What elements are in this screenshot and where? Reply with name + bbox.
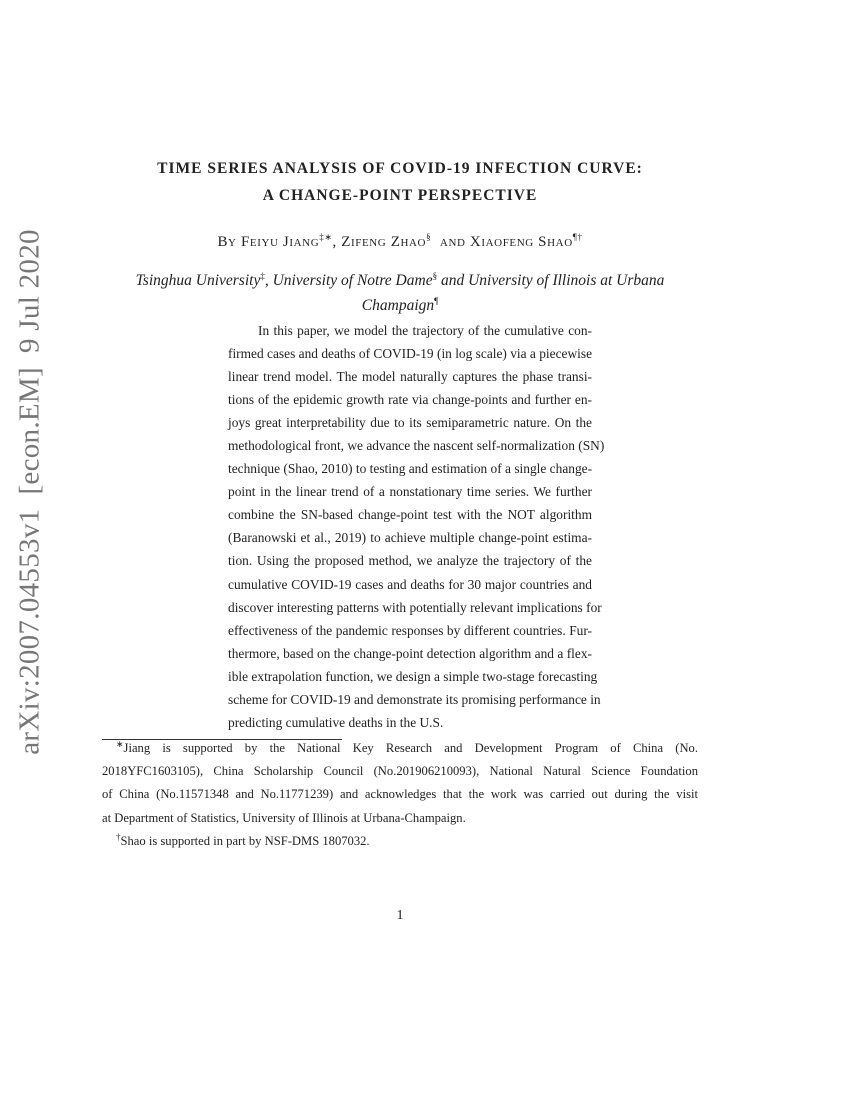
paper-title-line2: A CHANGE-POINT PERSPECTIVE [262, 187, 538, 204]
footnote-line: of China (No.11571348 and No.11771239) and acknowledges that the work was carried out during the visit [102, 787, 698, 802]
abstract-line: combine the SN-based change-point test with the NOT algorithm [228, 507, 592, 523]
author-marks: § [426, 232, 432, 242]
author-name: Feiyu Jiang [240, 234, 320, 250]
affiliation: , University of Notre Dame [264, 272, 433, 289]
abstract-line: firmed cases and deaths of COVID-19 (in log scale) via a piecewise [228, 346, 593, 362]
abstract-line: scheme for COVID-19 and demonstrate its promising performance in [228, 691, 601, 707]
footnote-line: at Department of Statistics, University of Illinois at Urbana-Champaign. [102, 810, 466, 825]
arxiv-id: arXiv:2007.04553v1 [13, 508, 46, 755]
affiliation: Tsinghua University [135, 272, 261, 289]
affiliation-mark: ‡ [260, 270, 265, 281]
footnote-line [102, 830, 698, 853]
abstract-line: effectiveness of the pandemic responses by different countries. Fur- [228, 622, 592, 638]
abstract [228, 319, 605, 734]
author-list: By Feiyu Jiang‡∗, Zifeng Zhao§ and Xiaofeng Shao¶† [217, 232, 583, 250]
footnote-mark: ∗ [116, 738, 124, 749]
author-name: Zifeng Zhao [341, 234, 427, 250]
abstract-line: thermore, based on the change-point detection algorithm and a flex- [228, 645, 592, 661]
author-marks: ‡∗ [319, 232, 333, 242]
affiliations-line1 [0, 272, 800, 290]
footnote-text: Shao is supported in part by NSF-DMS 1807032. [120, 833, 370, 848]
abstract-line: linear trend model. The model naturally captures the phase transi- [228, 369, 592, 385]
footnote-line: 2018YFC1603105), China Scholarship Council (No.201906210093), National Natural Science Foundation [102, 764, 698, 779]
author-prefix: By [217, 234, 237, 250]
arxiv-category: [econ.EM] [13, 367, 46, 495]
affiliation: and University of Illinois at Urbana [437, 272, 665, 289]
affiliation-mark: ¶ [434, 295, 439, 306]
affiliations-line2 [0, 297, 800, 315]
abstract-line: technique (Shao, 2010) to testing and estimation of a single change- [228, 461, 593, 477]
abstract-line: predicting cumulative deaths in the U.S. [228, 714, 444, 730]
footnote-mark: † [116, 831, 121, 842]
abstract-line: methodological front, we advance the nascent self-normalization (SN) [228, 438, 605, 454]
abstract-line: (Baranowski et al., 2019) to achieve multiple change-point estima- [228, 530, 592, 546]
author-conj: and [439, 234, 466, 250]
abstract-line: cumulative COVID-19 cases and deaths for 30 major countries and [228, 576, 592, 592]
paper-title-line1: TIME SERIES ANALYSIS OF COVID-19 INFECTION CURVE: [157, 160, 643, 177]
affiliation-mark: § [432, 270, 438, 281]
abstract-line: ible extrapolation function, we design a simple two-stage forecasting [228, 668, 598, 684]
footnotes [102, 737, 698, 853]
abstract-line: discover interesting patterns with potentially relevant implications for [228, 599, 602, 615]
affiliation: Champaign [361, 297, 435, 314]
arxiv-date: 9 Jul 2020 [13, 229, 46, 354]
abstract-line: tion. Using the proposed method, we analyze the trajectory of the [228, 553, 592, 569]
author-marks: ¶† [572, 232, 583, 242]
abstract-line: joys great interpretability due to its semiparametric nature. On the [228, 415, 592, 431]
abstract-line: In this paper, we model the trajectory of the cumulative con- [258, 323, 592, 338]
footnote-line [102, 737, 698, 760]
abstract-line: point in the linear trend of a nonstationary time series. We further [228, 484, 592, 500]
footnote-text: Jiang is supported by the National Key Research and Development Program of China (No. [123, 741, 698, 755]
author-name: Xiaofeng Shao [469, 234, 573, 250]
abstract-line: tions of the epidemic growth rate via change-points and further en- [228, 392, 592, 408]
page-number: 1 [396, 908, 404, 923]
